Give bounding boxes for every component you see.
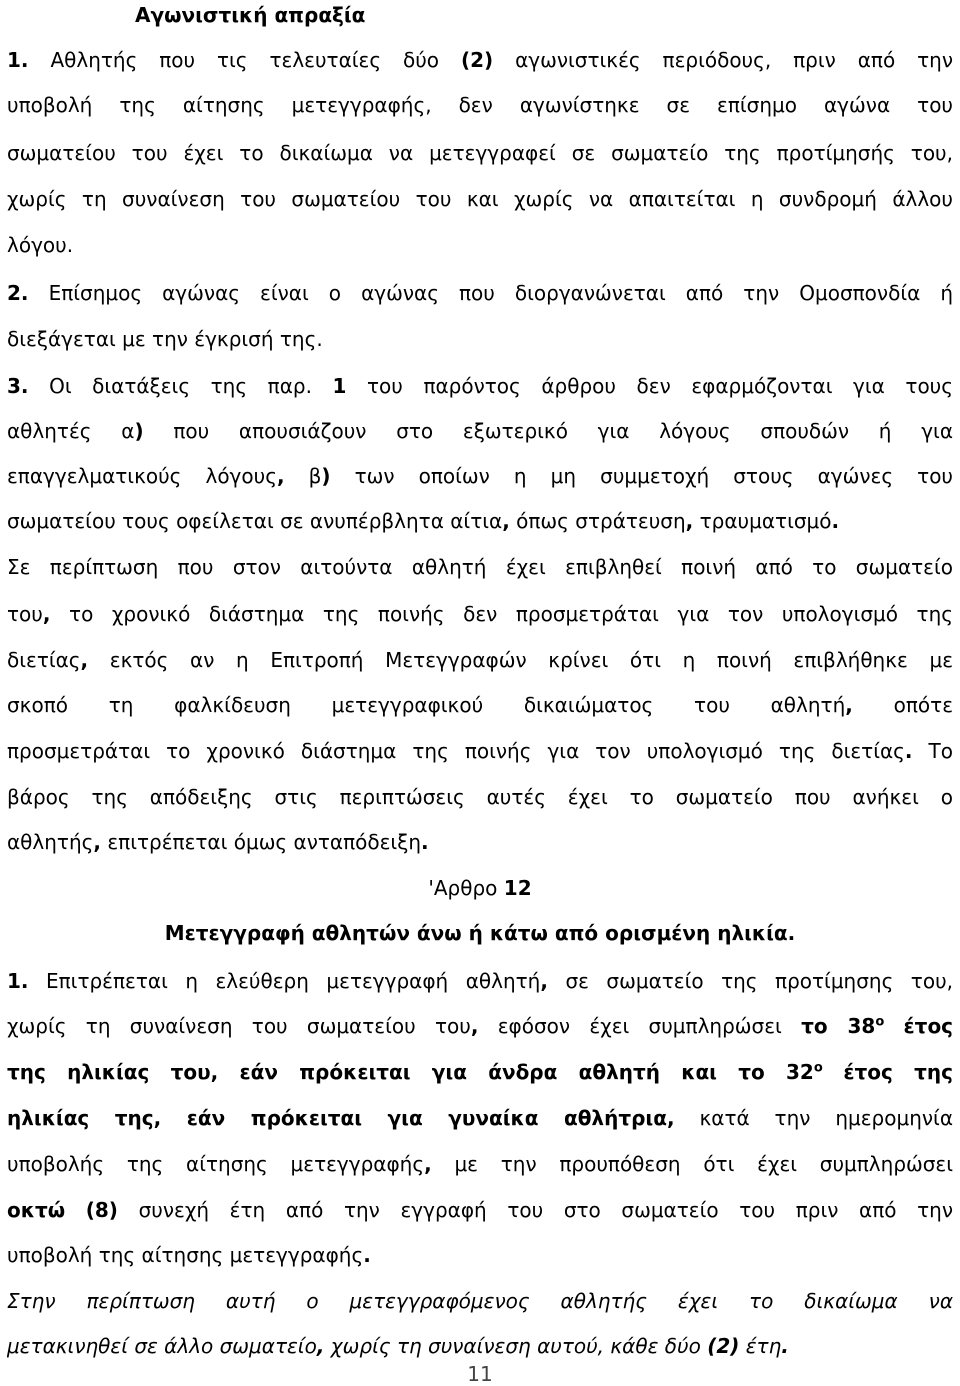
paragraph-line [7, 599, 953, 629]
text-run-bold: ηλικίας της, εάν πρόκειται για γυναίκα αθλήτρια [7, 1106, 667, 1130]
text-run: αθλητές α [7, 419, 135, 443]
text-run: κατά την ημερομηνία [699, 1106, 953, 1130]
paragraph-line [7, 827, 953, 857]
text-run: διετίας [7, 648, 81, 672]
text-run: επιτρέπεται όμως ανταπόδειξη [107, 830, 422, 854]
text-run: του παρόντος άρθρου δεν εφαρμόζονται για τους [367, 374, 953, 398]
text-run-bold: , [502, 509, 510, 533]
text-run: με την προυπόθεση ότι έχει συμπληρώσει [454, 1152, 953, 1176]
text-run-bold: της ηλικίας του, εάν πρόκειται για άνδρα αθλητή και το 32 [7, 1060, 814, 1084]
text-run: που απουσιάζουν στο εξωτερικό για λόγους σπουδών ή για [173, 419, 953, 443]
text-run: σωματείου τους οφείλεται σε ανυπέρβλητα αίτια [7, 509, 503, 533]
page-number: 11 [467, 1362, 493, 1386]
text-run: εφόσον έχει συμπληρώσει [497, 1014, 782, 1038]
text-run: βάρος της απόδειξης στις περιπτώσεις αυτές έχει το σωματείο που ανήκει ο [7, 785, 953, 809]
text-run-bold: οκτώ [7, 1198, 66, 1222]
text-run: του [7, 602, 43, 626]
superscript: ο [875, 1014, 885, 1030]
text-run: β [308, 464, 322, 488]
paragraph-line [7, 1103, 953, 1133]
article-title-text: Μετεγγραφή αθλητών άνω ή κάτω από ορισμένη ηλικία. [164, 921, 796, 945]
text-run-bold: 1 [332, 374, 347, 398]
text-run: αγωνιστικές περιόδους, πριν από την [515, 48, 953, 72]
text-run-bold: , [470, 1014, 479, 1038]
text-run-bold: , [276, 464, 285, 488]
text-run: εκτός αν η Επιτροπή Μετεγγραφών κρίνει ότι η ποινή επιβλήθηκε με [109, 648, 953, 672]
list-number: 1. [7, 969, 29, 993]
paragraph-line [7, 782, 953, 812]
text-run: σε σωματείο της προτίμησης του, [565, 969, 953, 993]
text-run: το χρονικό διάστημα της ποινής δεν προσμετράται για τον υπολογισμό της [69, 602, 953, 626]
paragraph-line [7, 184, 953, 214]
paragraph-line [7, 1011, 953, 1041]
text-run: οπότε [893, 693, 953, 717]
paragraph-line [7, 736, 953, 766]
text-run: χωρίς τη συναίνεση του σωματείου του [7, 1014, 471, 1038]
text-run-bold: . [831, 509, 840, 533]
text-run: σκοπό τη φαλκίδευση μετεγγραφικού δικαιώματος του αθλητή [7, 693, 846, 717]
text-run-bold: ) [134, 419, 144, 443]
text-run-bold: (8) [85, 1198, 118, 1222]
paragraph-line [7, 324, 953, 354]
text-run: Το [928, 739, 953, 763]
section-heading-text: Αγωνιστική απραξία [135, 3, 366, 27]
text-run-bold: . [363, 1243, 371, 1267]
text-run-bold: (2) [460, 48, 494, 72]
text-run-italic: Στην περίπτωση αυτή ο μετεγγραφόμενος αθλητής έχει το δικαίωμα να [7, 1289, 953, 1313]
paragraph-line [7, 1057, 953, 1087]
text-run-bold: , [42, 602, 51, 626]
text-run: σωματείου του έχει το δικαίωμα να μετεγγραφεί σε σωματείο της προτίμησής του, [7, 141, 953, 165]
text-run-bold-italic: , [316, 1334, 325, 1358]
list-number: 2. [7, 281, 29, 305]
text-run: συνεχή έτη από την εγγραφή του στο σωματείο του πριν από την [138, 1198, 953, 1222]
text-run-bold: . [421, 830, 429, 854]
text-run: επαγγελματικούς λόγους [7, 464, 277, 488]
list-number: 1. [7, 48, 29, 72]
text-run: Οι διατάξεις της παρ. [49, 374, 312, 398]
text-run-bold: , [424, 1152, 432, 1176]
paragraph-line [7, 645, 953, 675]
paragraph-line [7, 371, 953, 401]
text-run: υποβολής της αίτησης μετεγγραφής [7, 1152, 425, 1176]
text-run-bold: , [540, 969, 548, 993]
text-run: Επιτρέπεται η ελεύθερη μετεγγραφή αθλητή [46, 969, 541, 993]
text-run-italic: μετακινηθεί σε άλλο σωματείο [7, 1334, 317, 1358]
text-run-bold: , [685, 509, 694, 533]
paragraph-line [7, 138, 953, 168]
article-label: 'Αρθρο [428, 876, 498, 900]
paragraph-line [7, 966, 953, 996]
text-run-bold: , [845, 693, 853, 717]
text-run: αθλητής [7, 830, 94, 854]
paragraph-line [7, 552, 953, 582]
text-run: υποβολή της αίτησης μετεγγραφής, δεν αγωνίστηκε σε επίσημο αγώνα του [7, 93, 953, 117]
text-run-italic: έτη [745, 1334, 782, 1358]
text-run-bold-italic: . [781, 1334, 789, 1358]
paragraph-line [7, 1195, 953, 1225]
article-number [7, 873, 953, 903]
text-run-bold: έτος [903, 1014, 953, 1038]
text-run: διεξάγεται με την έγκρισή της. [7, 327, 323, 351]
text-run: λόγου. [7, 233, 74, 257]
text-run-bold: . [904, 739, 913, 763]
text-run-bold: ) [321, 464, 331, 488]
list-number: 3. [7, 374, 29, 398]
paragraph-line [7, 690, 953, 720]
paragraph-line [7, 416, 953, 446]
article-title [7, 918, 953, 948]
text-run: υποβολή της αίτησης μετεγγραφής [7, 1243, 364, 1267]
paragraph-line [7, 1149, 953, 1179]
paragraph-line [7, 1331, 953, 1361]
text-run-italic: χωρίς τη συναίνεση αυτού, κάθε δύο [330, 1334, 701, 1358]
paragraph-line [7, 90, 953, 120]
text-run-bold: έτος της [843, 1060, 953, 1084]
text-run-bold-italic: (2) [707, 1334, 740, 1358]
text-run: Αθλητής που τις τελευταίες δύο [50, 48, 440, 72]
text-run-bold: , [80, 648, 89, 672]
text-run: των οποίων η μη συμμετοχή στους αγώνες του [354, 464, 953, 488]
text-run-bold: , [666, 1106, 675, 1130]
text-run-bold: , [93, 830, 101, 854]
paragraph-line [7, 230, 953, 260]
paragraph-line [7, 45, 953, 75]
text-run: Σε περίπτωση που στον αιτούντα αθλητή έχει επιβληθεί ποινή από το σωματείο [7, 555, 953, 579]
article-number-value: 12 [503, 876, 532, 900]
text-run-bold: το 38 [801, 1014, 876, 1038]
paragraph-line [7, 278, 953, 308]
paragraph-line [7, 506, 953, 536]
text-run: προσμετράται το χρονικό διάστημα της ποινής για τον υπολογισμό της διετίας [7, 739, 905, 763]
section-heading [135, 0, 835, 30]
paragraph-line [7, 1286, 953, 1316]
superscript: ο [813, 1060, 823, 1076]
paragraph-line [7, 1240, 953, 1270]
text-run: Επίσημος αγώνας είναι ο αγώνας που διοργανώνεται από την Ομοσπονδία ή [48, 281, 953, 305]
text-run: χωρίς τη συναίνεση του σωματείου του και χωρίς να απαιτείται η συνδρομή άλλου [7, 187, 953, 211]
text-run: τραυματισμό [699, 509, 832, 533]
paragraph-line [7, 461, 953, 491]
text-run: όπως στράτευση [516, 509, 686, 533]
